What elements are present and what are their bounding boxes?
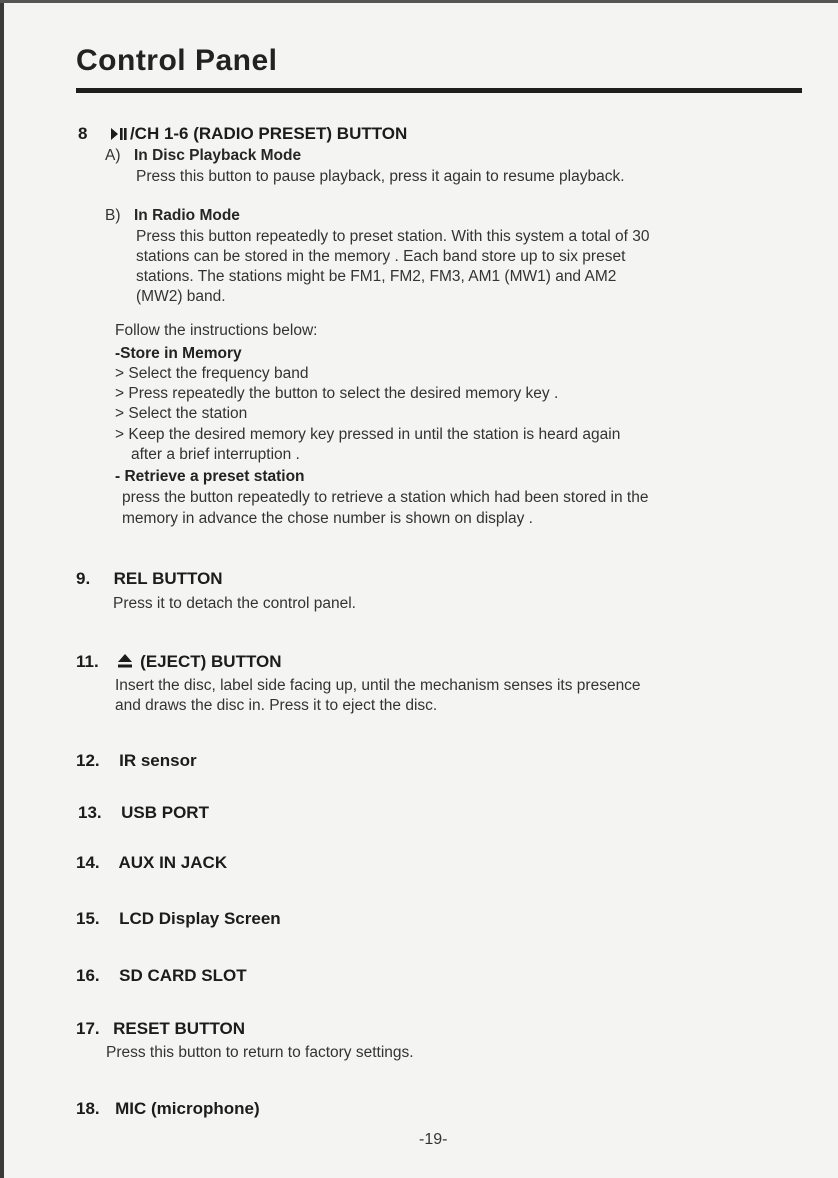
section-12-number: 12. <box>76 751 100 770</box>
section-11-line: Insert the disc, label side facing up, until the mechanism senses its presence <box>115 677 641 694</box>
play-pause-icon <box>111 128 127 140</box>
section-11-line: and draws the disc in. Press it to eject the disc. <box>115 697 438 714</box>
section-8a-label: A) <box>105 147 121 164</box>
section-11-title: (EJECT) BUTTON <box>140 652 282 671</box>
retrieve-station-title: - Retrieve a preset station <box>115 468 305 485</box>
section-18-number: 18. <box>76 1099 100 1118</box>
store-step: > Keep the desired memory key pressed in until the station is heard again <box>115 426 621 443</box>
section-13-heading <box>78 803 209 823</box>
follow-instructions: Follow the instructions below: <box>115 322 318 339</box>
section-8-title: /CH 1-6 (RADIO PRESET) BUTTON <box>129 124 408 143</box>
section-15-number: 15. <box>76 909 100 928</box>
page-left-edge <box>0 0 4 1178</box>
section-8b-line: stations. The stations might be FM1, FM2, FM3, AM1 (MW1) and AM2 <box>136 268 617 285</box>
section-9-heading <box>76 569 223 589</box>
store-step: > Press repeatedly the button to select the desired memory key . <box>115 385 559 402</box>
store-step: after a brief interruption . <box>131 446 300 463</box>
section-14-title: AUX IN JACK <box>118 853 228 872</box>
section-17-number: 17. <box>76 1019 100 1038</box>
section-8a-text: Press this button to pause playback, press it again to resume playback. <box>136 168 625 185</box>
page-number: -19- <box>419 1131 448 1148</box>
section-9-number: 9. <box>76 569 91 588</box>
section-8-number: 8 <box>78 124 88 143</box>
section-8-heading <box>78 124 407 144</box>
section-9-text: Press it to detach the control panel. <box>113 595 356 612</box>
section-12-heading <box>76 751 197 771</box>
section-17-title: RESET BUTTON <box>113 1019 246 1038</box>
section-18-heading <box>76 1099 260 1119</box>
section-9-title: REL BUTTON <box>113 569 223 588</box>
section-16-title: SD CARD SLOT <box>119 966 247 985</box>
title-rule <box>76 88 802 93</box>
section-15-title: LCD Display Screen <box>119 909 281 928</box>
section-8b-label: B) <box>105 207 121 224</box>
section-16-heading <box>76 966 247 986</box>
section-11-heading <box>76 652 282 672</box>
retrieve-line: memory in advance the chose number is shown on display . <box>122 510 533 527</box>
store-step: > Select the station <box>115 405 248 422</box>
section-11-number: 11. <box>76 652 99 671</box>
store-in-memory-title: -Store in Memory <box>115 345 242 362</box>
section-8a-title: In Disc Playback Mode <box>134 147 302 164</box>
section-12-title: IR sensor <box>119 751 197 770</box>
section-8b-line: (MW2) band. <box>136 288 226 305</box>
section-18-title: MIC (microphone) <box>115 1099 260 1118</box>
section-14-number: 14. <box>76 853 100 872</box>
page-title: Control Panel <box>76 44 278 77</box>
section-17-heading <box>76 1019 245 1039</box>
section-13-title: USB PORT <box>121 803 209 822</box>
section-8b-line: Press this button repeatedly to preset station. With this system a total of 30 <box>136 228 650 245</box>
section-8b-line: stations can be stored in the memory . Each band store up to six preset <box>136 248 626 265</box>
retrieve-line: press the button repeatedly to retrieve a station which had been stored in the <box>122 489 649 506</box>
store-step: > Select the frequency band <box>115 365 309 382</box>
page-top-edge <box>0 0 838 3</box>
section-14-heading <box>76 853 227 873</box>
section-17-text: Press this button to return to factory settings. <box>106 1044 414 1061</box>
section-15-heading <box>76 909 281 929</box>
eject-icon <box>118 654 132 668</box>
section-13-number: 13. <box>78 803 102 822</box>
section-16-number: 16. <box>76 966 100 985</box>
section-8b-title: In Radio Mode <box>134 207 240 224</box>
